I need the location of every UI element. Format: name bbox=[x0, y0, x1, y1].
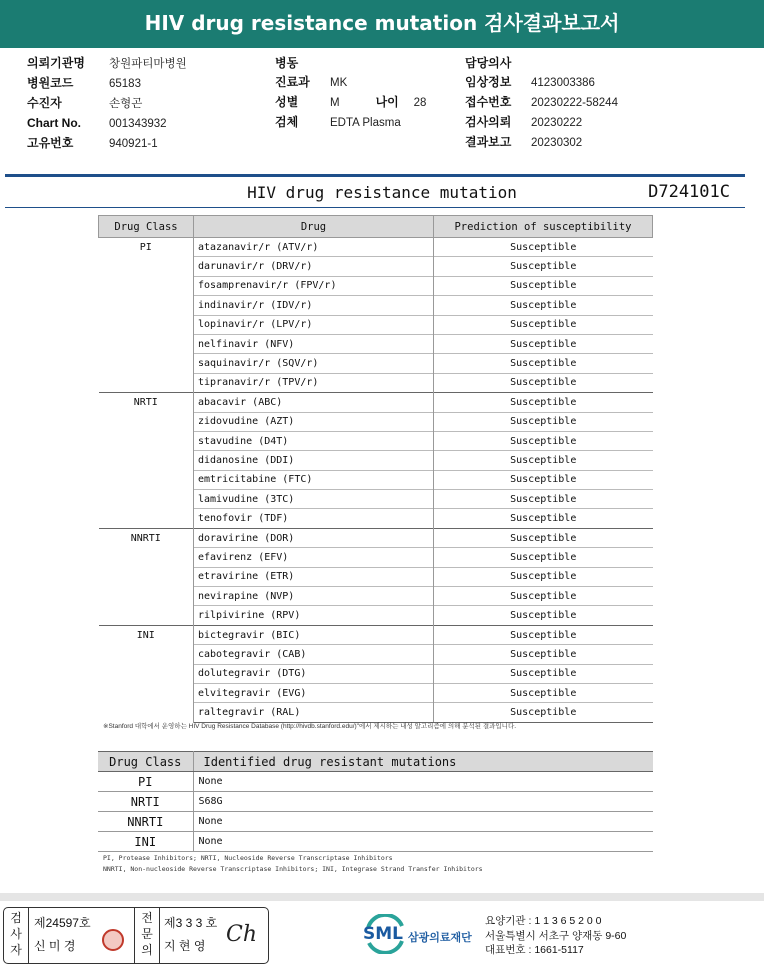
info-row bbox=[465, 113, 618, 133]
prediction-cell: Susceptible bbox=[434, 683, 653, 702]
info-row bbox=[465, 133, 618, 153]
info-value: 손형곤 bbox=[109, 98, 143, 110]
drug-cell: tipranavir/r (TPV/r) bbox=[194, 373, 434, 392]
stanford-note: ※Stanford 대학에서 운영하는 HIV Drug Resistance Database (http://hivdb.stanford.edu/)"에서 제시하는 내성 알고리즘에 의해 분석된 결과입니다. bbox=[103, 723, 517, 730]
info-value: MK bbox=[330, 77, 348, 89]
info-label: 병동 bbox=[275, 56, 299, 70]
info-row bbox=[465, 93, 618, 113]
drug-class-cell: INI bbox=[99, 625, 194, 722]
table-row bbox=[99, 393, 653, 412]
sml-logo-text: SML bbox=[363, 924, 403, 944]
drug-cell: etravirine (ETR) bbox=[194, 567, 434, 586]
mutation-value-cell: None bbox=[193, 832, 653, 852]
mutation-class-cell: PI bbox=[98, 772, 193, 792]
table-row bbox=[98, 812, 653, 832]
section-rule-top bbox=[5, 174, 745, 177]
info-value: 001343932 bbox=[109, 118, 167, 130]
divider bbox=[28, 908, 29, 963]
info-label: 검체 bbox=[275, 115, 299, 129]
organization-address bbox=[485, 914, 626, 958]
col-header-prediction: Prediction of susceptibility bbox=[434, 216, 653, 238]
drug-class-cell: NNRTI bbox=[99, 528, 194, 625]
drug-cell: dolutegravir (DTG) bbox=[194, 664, 434, 683]
table-row bbox=[98, 772, 653, 792]
info-value: 20230302 bbox=[531, 137, 583, 149]
info-row bbox=[465, 54, 618, 73]
info-label: 수진자 bbox=[27, 96, 62, 110]
info-label: 진료과 bbox=[275, 75, 310, 89]
drug-cell: doravirine (DOR) bbox=[194, 528, 434, 547]
info-row bbox=[275, 93, 426, 113]
info-value: EDTA Plasma bbox=[330, 117, 401, 129]
table-row bbox=[99, 625, 653, 644]
table-row bbox=[99, 528, 653, 547]
prediction-cell: Susceptible bbox=[434, 528, 653, 547]
prediction-cell: Susceptible bbox=[434, 587, 653, 606]
divider bbox=[159, 908, 160, 963]
info-value: M bbox=[330, 97, 340, 109]
mutations-table bbox=[98, 751, 653, 852]
info-row bbox=[27, 94, 187, 114]
drug-cell: lopinavir/r (LPV/r) bbox=[194, 315, 434, 334]
drug-cell: saquinavir/r (SQV/r) bbox=[194, 354, 434, 373]
abbreviations bbox=[103, 853, 483, 875]
prediction-cell: Susceptible bbox=[434, 334, 653, 353]
info-label: 성별 bbox=[275, 95, 299, 109]
mutation-class-cell: NNRTI bbox=[98, 812, 193, 832]
address-line: 요양기관 : 1 1 3 6 5 2 0 0 bbox=[485, 915, 602, 927]
prediction-cell: Susceptible bbox=[434, 567, 653, 586]
table-row bbox=[98, 832, 653, 852]
patient-info-col2 bbox=[275, 54, 426, 133]
info-value: 940921-1 bbox=[109, 138, 158, 150]
specialist-label: 전 문 의 bbox=[141, 911, 153, 957]
susceptibility-table bbox=[98, 215, 653, 723]
section-title: HIV drug resistance mutation bbox=[247, 183, 517, 202]
info-label: Chart No. bbox=[27, 116, 81, 130]
drug-class-cell: PI bbox=[99, 238, 194, 393]
prediction-cell: Susceptible bbox=[434, 703, 653, 722]
handwritten-signature: Ch bbox=[226, 922, 258, 947]
footer-divider bbox=[0, 893, 764, 901]
examiner-name: 신 미 경 bbox=[34, 939, 76, 953]
info-label: 검사의뢰 bbox=[465, 115, 512, 129]
drug-cell: zidovudine (AZT) bbox=[194, 412, 434, 431]
mutation-value-cell: S68G bbox=[193, 792, 653, 812]
section-code: D724101C bbox=[648, 182, 730, 202]
prediction-cell: Susceptible bbox=[434, 296, 653, 315]
drug-cell: cabotegravir (CAB) bbox=[194, 645, 434, 664]
prediction-cell: Susceptible bbox=[434, 393, 653, 412]
drug-cell: efavirenz (EFV) bbox=[194, 548, 434, 567]
signature-box bbox=[3, 907, 269, 964]
table-row bbox=[98, 792, 653, 812]
drug-cell: tenofovir (TDF) bbox=[194, 509, 434, 528]
info-label: 의뢰기관명 bbox=[27, 56, 85, 70]
info-value: 창원파티마병원 bbox=[109, 58, 187, 70]
mutation-class-cell: INI bbox=[98, 832, 193, 852]
info-row bbox=[275, 54, 426, 73]
section-rule-bottom bbox=[5, 207, 745, 208]
report-title-banner: HIV drug resistance mutation 검사결과보고서 bbox=[0, 0, 764, 48]
organization-name: 삼광의료재단 bbox=[408, 932, 472, 944]
drug-cell: abacavir (ABC) bbox=[194, 393, 434, 412]
info-label: 결과보고 bbox=[465, 135, 512, 149]
info-row bbox=[27, 74, 187, 94]
drug-cell: raltegravir (RAL) bbox=[194, 703, 434, 722]
info-row bbox=[27, 134, 187, 154]
specialist-license: 제3 3 3 호 bbox=[164, 916, 218, 930]
prediction-cell: Susceptible bbox=[434, 412, 653, 431]
drug-class-cell: NRTI bbox=[99, 393, 194, 529]
col-header-drug: Drug bbox=[194, 216, 434, 238]
seal-stamp bbox=[102, 929, 124, 951]
info-label: 고유번호 bbox=[27, 136, 74, 150]
prediction-cell: Susceptible bbox=[434, 354, 653, 373]
info-row bbox=[275, 113, 426, 133]
drug-cell: didanosine (DDI) bbox=[194, 451, 434, 470]
drug-cell: emtricitabine (FTC) bbox=[194, 470, 434, 489]
drug-cell: atazanavir/r (ATV/r) bbox=[194, 238, 434, 257]
divider bbox=[134, 908, 135, 963]
age-label: 나이 bbox=[375, 95, 399, 109]
info-label: 담당의사 bbox=[465, 56, 512, 70]
prediction-cell: Susceptible bbox=[434, 509, 653, 528]
drug-cell: bictegravir (BIC) bbox=[194, 625, 434, 644]
info-value: 20230222-58244 bbox=[531, 97, 618, 109]
drug-cell: stavudine (D4T) bbox=[194, 431, 434, 450]
drug-cell: elvitegravir (EVG) bbox=[194, 683, 434, 702]
prediction-cell: Susceptible bbox=[434, 238, 653, 257]
examiner-license: 제24597호 bbox=[34, 916, 91, 930]
info-value: 65183 bbox=[109, 78, 141, 90]
mutation-class-cell: NRTI bbox=[98, 792, 193, 812]
prediction-cell: Susceptible bbox=[434, 606, 653, 625]
prediction-cell: Susceptible bbox=[434, 625, 653, 644]
abbreviation-line: NNRTI, Non-nucleoside Reverse Transcriptase Inhibitors; INI, Integrase Strand Transfer Inhibitors bbox=[103, 865, 483, 873]
info-row bbox=[275, 73, 426, 93]
patient-info-col3 bbox=[465, 54, 618, 153]
drug-cell: nelfinavir (NFV) bbox=[194, 334, 434, 353]
drug-cell: lamivudine (3TC) bbox=[194, 490, 434, 509]
info-row bbox=[465, 73, 618, 93]
prediction-cell: Susceptible bbox=[434, 257, 653, 276]
drug-cell: fosamprenavir/r (FPV/r) bbox=[194, 276, 434, 295]
prediction-cell: Susceptible bbox=[434, 664, 653, 683]
info-value: 4123003386 bbox=[531, 77, 595, 89]
info-row bbox=[27, 114, 187, 134]
prediction-cell: Susceptible bbox=[434, 431, 653, 450]
info-value: 20230222 bbox=[531, 117, 583, 129]
prediction-cell: Susceptible bbox=[434, 490, 653, 509]
prediction-cell: Susceptible bbox=[434, 315, 653, 334]
info-label: 병원코드 bbox=[27, 76, 74, 90]
prediction-cell: Susceptible bbox=[434, 645, 653, 664]
prediction-cell: Susceptible bbox=[434, 451, 653, 470]
examiner-label: 검 사 자 bbox=[10, 911, 22, 957]
info-row bbox=[27, 54, 187, 74]
mutation-value-cell: None bbox=[193, 812, 653, 832]
prediction-cell: Susceptible bbox=[434, 276, 653, 295]
info-label: 임상정보 bbox=[465, 75, 512, 89]
prediction-cell: Susceptible bbox=[434, 470, 653, 489]
prediction-cell: Susceptible bbox=[434, 373, 653, 392]
drug-cell: rilpivirine (RPV) bbox=[194, 606, 434, 625]
age-value: 28 bbox=[413, 97, 427, 109]
abbreviation-line: PI, Protease Inhibitors; NRTI, Nucleoside Reverse Transcriptase Inhibitors bbox=[103, 854, 393, 862]
drug-cell: indinavir/r (IDV/r) bbox=[194, 296, 434, 315]
address-line: 대표번호 : 1661-5117 bbox=[485, 944, 584, 956]
prediction-cell: Susceptible bbox=[434, 548, 653, 567]
table-row bbox=[99, 238, 653, 257]
drug-cell: nevirapine (NVP) bbox=[194, 587, 434, 606]
info-label: 접수번호 bbox=[465, 95, 512, 109]
drug-cell: darunavir/r (DRV/r) bbox=[194, 257, 434, 276]
address-line: 서울특별시 서초구 양재동 9-60 bbox=[485, 929, 627, 942]
mutation-value-cell: None bbox=[193, 772, 653, 792]
col-header-drug-class: Drug Class bbox=[99, 216, 194, 238]
specialist-name: 지 현 영 bbox=[164, 939, 206, 953]
patient-info-col1 bbox=[27, 54, 187, 154]
col-header-mutations: Identified drug resistant mutations bbox=[193, 752, 653, 772]
col-header-class: Drug Class bbox=[98, 752, 193, 772]
